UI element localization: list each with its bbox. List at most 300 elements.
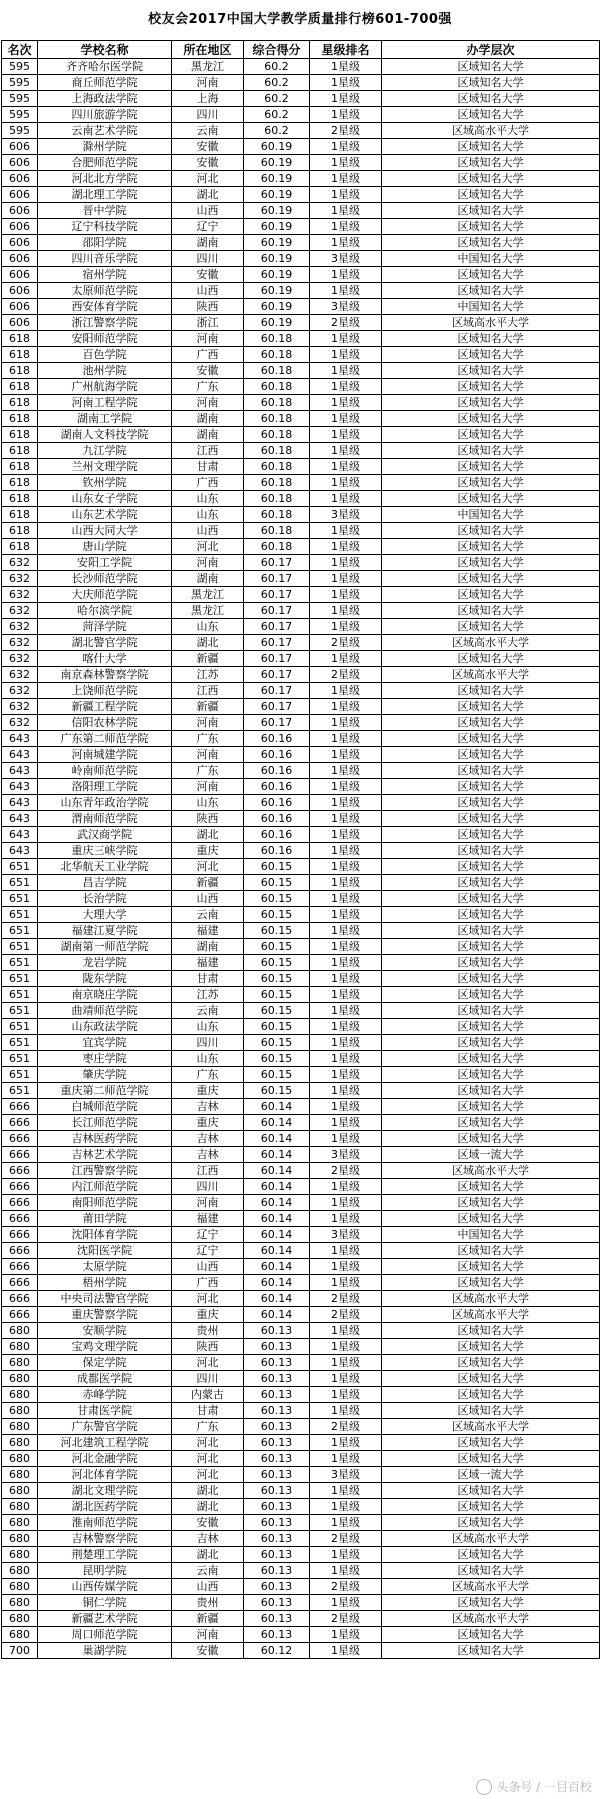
cell-rank: 651 <box>2 955 38 971</box>
table-row <box>2 459 600 475</box>
cell-star: 1星级 <box>310 267 382 283</box>
cell-score: 60.18 <box>244 491 310 507</box>
cell-star: 1星级 <box>310 1051 382 1067</box>
cell-level: 区域知名大学 <box>382 555 600 571</box>
cell-star: 1星级 <box>310 555 382 571</box>
cell-score: 60.18 <box>244 347 310 363</box>
cell-star: 1星级 <box>310 747 382 763</box>
cell-school: 河北建筑工程学院 <box>38 1435 172 1451</box>
cell-school: 长江师范学院 <box>38 1115 172 1131</box>
cell-level: 区域高水平大学 <box>382 1611 600 1627</box>
cell-region: 重庆 <box>172 1115 244 1131</box>
cell-rank: 680 <box>2 1499 38 1515</box>
cell-school: 沈阳体育学院 <box>38 1227 172 1243</box>
cell-region: 广西 <box>172 1275 244 1291</box>
cell-score: 60.13 <box>244 1323 310 1339</box>
cell-school: 淮南师范学院 <box>38 1515 172 1531</box>
cell-score: 60.16 <box>244 795 310 811</box>
cell-school: 莆田学院 <box>38 1211 172 1227</box>
cell-score: 60.2 <box>244 59 310 75</box>
cell-level: 区域知名大学 <box>382 171 600 187</box>
table-row <box>2 603 600 619</box>
cell-level: 区域知名大学 <box>382 267 600 283</box>
table-row <box>2 1387 600 1403</box>
header-rank: 名次 <box>2 41 38 59</box>
cell-region: 河北 <box>172 1451 244 1467</box>
cell-school: 河北金融学院 <box>38 1451 172 1467</box>
cell-level: 区域知名大学 <box>382 1099 600 1115</box>
cell-region: 云南 <box>172 123 244 139</box>
cell-rank: 595 <box>2 123 38 139</box>
table-row <box>2 1531 600 1547</box>
table-row <box>2 1051 600 1067</box>
cell-school: 池州学院 <box>38 363 172 379</box>
cell-level: 区域高水平大学 <box>382 1419 600 1435</box>
cell-school: 西安体育学院 <box>38 299 172 315</box>
cell-score: 60.15 <box>244 875 310 891</box>
cell-score: 60.13 <box>244 1627 310 1643</box>
table-row <box>2 475 600 491</box>
cell-rank: 632 <box>2 715 38 731</box>
cell-level: 区域知名大学 <box>382 891 600 907</box>
cell-score: 60.13 <box>244 1435 310 1451</box>
table-row <box>2 1163 600 1179</box>
table-row <box>2 491 600 507</box>
cell-rank: 618 <box>2 363 38 379</box>
cell-school: 合肥师范学院 <box>38 155 172 171</box>
cell-region: 新疆 <box>172 875 244 891</box>
cell-level: 区域知名大学 <box>382 1259 600 1275</box>
table-row <box>2 1611 600 1627</box>
cell-star: 1星级 <box>310 331 382 347</box>
cell-star: 1星级 <box>310 187 382 203</box>
header-level: 办学层次 <box>382 41 600 59</box>
cell-rank: 606 <box>2 283 38 299</box>
table-row <box>2 1035 600 1051</box>
cell-school: 广州航海学院 <box>38 379 172 395</box>
cell-level: 区域知名大学 <box>382 939 600 955</box>
cell-region: 重庆 <box>172 1083 244 1099</box>
cell-school: 吉林医药学院 <box>38 1131 172 1147</box>
cell-school: 宜宾学院 <box>38 1035 172 1051</box>
cell-level: 中国知名大学 <box>382 507 600 523</box>
cell-star: 1星级 <box>310 1563 382 1579</box>
cell-region: 湖南 <box>172 427 244 443</box>
cell-rank: 606 <box>2 219 38 235</box>
cell-level: 中国知名大学 <box>382 251 600 267</box>
cell-school: 安阳师范学院 <box>38 331 172 347</box>
cell-star: 2星级 <box>310 1163 382 1179</box>
cell-level: 区域知名大学 <box>382 1179 600 1195</box>
table-row <box>2 1355 600 1371</box>
cell-star: 1星级 <box>310 203 382 219</box>
cell-region: 广西 <box>172 475 244 491</box>
cell-rank: 651 <box>2 1035 38 1051</box>
cell-level: 区域知名大学 <box>382 619 600 635</box>
cell-star: 1星级 <box>310 523 382 539</box>
cell-school: 太原师范学院 <box>38 283 172 299</box>
cell-school: 巢湖学院 <box>38 1643 172 1659</box>
cell-level: 区域知名大学 <box>382 715 600 731</box>
table-row <box>2 427 600 443</box>
table-row <box>2 891 600 907</box>
cell-level: 区域知名大学 <box>382 203 600 219</box>
cell-level: 区域知名大学 <box>382 651 600 667</box>
cell-score: 60.14 <box>244 1115 310 1131</box>
cell-rank: 632 <box>2 619 38 635</box>
cell-star: 2星级 <box>310 1611 382 1627</box>
cell-level: 区域知名大学 <box>382 427 600 443</box>
cell-star: 1星级 <box>310 171 382 187</box>
cell-level: 区域知名大学 <box>382 923 600 939</box>
cell-school: 周口师范学院 <box>38 1627 172 1643</box>
table-row <box>2 1019 600 1035</box>
cell-rank: 651 <box>2 1019 38 1035</box>
cell-star: 1星级 <box>310 1595 382 1611</box>
table-row <box>2 955 600 971</box>
cell-region: 河北 <box>172 1467 244 1483</box>
cell-level: 区域知名大学 <box>382 1131 600 1147</box>
cell-star: 1星级 <box>310 1003 382 1019</box>
cell-school: 洛阳理工学院 <box>38 779 172 795</box>
cell-score: 60.19 <box>244 283 310 299</box>
cell-school: 四川音乐学院 <box>38 251 172 267</box>
cell-level: 区域高水平大学 <box>382 1291 600 1307</box>
cell-level: 区域知名大学 <box>382 539 600 555</box>
watermark-text: 头条号 / 一目百校 <box>496 1780 592 1794</box>
cell-region: 河南 <box>172 1627 244 1643</box>
cell-score: 60.15 <box>244 891 310 907</box>
cell-level: 区域知名大学 <box>382 683 600 699</box>
cell-region: 重庆 <box>172 843 244 859</box>
cell-star: 1星级 <box>310 1355 382 1371</box>
table-row <box>2 1323 600 1339</box>
cell-star: 1星级 <box>310 1195 382 1211</box>
cell-level: 区域知名大学 <box>382 1403 600 1419</box>
cell-star: 2星级 <box>310 667 382 683</box>
cell-school: 龙岩学院 <box>38 955 172 971</box>
cell-rank: 680 <box>2 1579 38 1595</box>
table-row <box>2 363 600 379</box>
cell-rank: 680 <box>2 1483 38 1499</box>
table-row <box>2 1451 600 1467</box>
cell-school: 山东女子学院 <box>38 491 172 507</box>
cell-score: 60.15 <box>244 1051 310 1067</box>
cell-region: 四川 <box>172 1179 244 1195</box>
cell-school: 信阳农林学院 <box>38 715 172 731</box>
cell-region: 云南 <box>172 1563 244 1579</box>
cell-region: 广东 <box>172 731 244 747</box>
cell-score: 60.15 <box>244 939 310 955</box>
cell-region: 广东 <box>172 1419 244 1435</box>
cell-level: 区域知名大学 <box>382 283 600 299</box>
cell-rank: 651 <box>2 1051 38 1067</box>
cell-star: 1星级 <box>310 795 382 811</box>
cell-region: 河南 <box>172 555 244 571</box>
cell-region: 甘肃 <box>172 1403 244 1419</box>
cell-level: 区域知名大学 <box>382 1627 600 1643</box>
cell-region: 四川 <box>172 1035 244 1051</box>
cell-rank: 606 <box>2 187 38 203</box>
cell-score: 60.17 <box>244 651 310 667</box>
table-row <box>2 667 600 683</box>
cell-star: 1星级 <box>310 779 382 795</box>
cell-score: 60.19 <box>244 171 310 187</box>
cell-score: 60.18 <box>244 443 310 459</box>
cell-region: 山西 <box>172 523 244 539</box>
cell-rank: 700 <box>2 1643 38 1659</box>
cell-region: 山东 <box>172 1051 244 1067</box>
cell-star: 1星级 <box>310 1243 382 1259</box>
cell-level: 区域知名大学 <box>382 235 600 251</box>
table-row <box>2 1275 600 1291</box>
cell-level: 区域知名大学 <box>382 987 600 1003</box>
cell-rank: 666 <box>2 1099 38 1115</box>
table-row <box>2 651 600 667</box>
cell-score: 60.16 <box>244 811 310 827</box>
cell-star: 1星级 <box>310 987 382 1003</box>
cell-star: 1星级 <box>310 75 382 91</box>
cell-school: 内江师范学院 <box>38 1179 172 1195</box>
cell-region: 河北 <box>172 1435 244 1451</box>
cell-star: 1星级 <box>310 443 382 459</box>
cell-score: 60.18 <box>244 363 310 379</box>
cell-score: 60.19 <box>244 267 310 283</box>
cell-level: 区域知名大学 <box>382 1339 600 1355</box>
cell-score: 60.19 <box>244 139 310 155</box>
cell-school: 齐齐哈尔医学院 <box>38 59 172 75</box>
cell-region: 重庆 <box>172 1307 244 1323</box>
cell-level: 区域知名大学 <box>382 475 600 491</box>
cell-region: 安徽 <box>172 139 244 155</box>
cell-level: 区域知名大学 <box>382 1243 600 1259</box>
cell-score: 60.17 <box>244 667 310 683</box>
cell-rank: 666 <box>2 1275 38 1291</box>
cell-level: 区域知名大学 <box>382 731 600 747</box>
cell-region: 云南 <box>172 1003 244 1019</box>
cell-star: 1星级 <box>310 1211 382 1227</box>
cell-star: 1星级 <box>310 603 382 619</box>
table-row <box>2 571 600 587</box>
cell-level: 区域知名大学 <box>382 491 600 507</box>
table-row <box>2 1131 600 1147</box>
table-row <box>2 827 600 843</box>
cell-star: 3星级 <box>310 507 382 523</box>
cell-score: 60.19 <box>244 315 310 331</box>
cell-star: 1星级 <box>310 731 382 747</box>
cell-score: 60.19 <box>244 299 310 315</box>
cell-region: 河南 <box>172 1195 244 1211</box>
cell-rank: 666 <box>2 1259 38 1275</box>
cell-star: 3星级 <box>310 251 382 267</box>
cell-school: 喀什大学 <box>38 651 172 667</box>
cell-school: 山西大同大学 <box>38 523 172 539</box>
table-row <box>2 267 600 283</box>
cell-region: 河南 <box>172 75 244 91</box>
cell-region: 广东 <box>172 763 244 779</box>
cell-star: 1星级 <box>310 1275 382 1291</box>
cell-rank: 643 <box>2 731 38 747</box>
cell-school: 武汉商学院 <box>38 827 172 843</box>
cell-score: 60.17 <box>244 587 310 603</box>
table-row <box>2 107 600 123</box>
cell-rank: 680 <box>2 1435 38 1451</box>
cell-star: 1星级 <box>310 875 382 891</box>
cell-level: 区域知名大学 <box>382 443 600 459</box>
cell-score: 60.17 <box>244 635 310 651</box>
cell-school: 白城师范学院 <box>38 1099 172 1115</box>
cell-star: 1星级 <box>310 379 382 395</box>
cell-rank: 618 <box>2 347 38 363</box>
cell-score: 60.2 <box>244 91 310 107</box>
cell-school: 南京晓庄学院 <box>38 987 172 1003</box>
cell-star: 1星级 <box>310 155 382 171</box>
table-row <box>2 587 600 603</box>
cell-star: 1星级 <box>310 1323 382 1339</box>
table-row <box>2 331 600 347</box>
cell-level: 区域高水平大学 <box>382 315 600 331</box>
cell-score: 60.13 <box>244 1515 310 1531</box>
cell-level: 区域知名大学 <box>382 363 600 379</box>
cell-rank: 618 <box>2 331 38 347</box>
cell-score: 60.15 <box>244 1067 310 1083</box>
cell-school: 宝鸡文理学院 <box>38 1339 172 1355</box>
cell-school: 湖南人文科技学院 <box>38 427 172 443</box>
cell-school: 钦州学院 <box>38 475 172 491</box>
cell-level: 区域知名大学 <box>382 1547 600 1563</box>
table-row <box>2 219 600 235</box>
cell-score: 60.19 <box>244 155 310 171</box>
cell-region: 广西 <box>172 347 244 363</box>
table-row <box>2 1227 600 1243</box>
cell-school: 湖北理工学院 <box>38 187 172 203</box>
cell-school: 荆楚理工学院 <box>38 1547 172 1563</box>
table-row <box>2 1563 600 1579</box>
cell-score: 60.13 <box>244 1467 310 1483</box>
table-row <box>2 1003 600 1019</box>
cell-score: 60.15 <box>244 1035 310 1051</box>
cell-region: 河南 <box>172 715 244 731</box>
cell-level: 区域知名大学 <box>382 155 600 171</box>
cell-score: 60.17 <box>244 571 310 587</box>
cell-region: 江西 <box>172 1163 244 1179</box>
cell-region: 河北 <box>172 539 244 555</box>
cell-star: 1星级 <box>310 475 382 491</box>
cell-rank: 606 <box>2 203 38 219</box>
cell-level: 区域知名大学 <box>382 1083 600 1099</box>
cell-rank: 680 <box>2 1467 38 1483</box>
cell-region: 山东 <box>172 619 244 635</box>
cell-school: 成都医学院 <box>38 1371 172 1387</box>
cell-school: 山东青年政治学院 <box>38 795 172 811</box>
cell-level: 区域知名大学 <box>382 1323 600 1339</box>
cell-school: 长沙师范学院 <box>38 571 172 587</box>
cell-level: 中国知名大学 <box>382 1227 600 1243</box>
cell-rank: 618 <box>2 523 38 539</box>
cell-star: 2星级 <box>310 1291 382 1307</box>
cell-star: 1星级 <box>310 491 382 507</box>
cell-school: 河北北方学院 <box>38 171 172 187</box>
table-body <box>2 59 600 1659</box>
table-row <box>2 187 600 203</box>
cell-score: 60.18 <box>244 475 310 491</box>
cell-rank: 632 <box>2 651 38 667</box>
watermark <box>476 1778 592 1795</box>
table-row <box>2 1595 600 1611</box>
cell-region: 湖南 <box>172 235 244 251</box>
cell-star: 1星级 <box>310 1515 382 1531</box>
cell-level: 区域知名大学 <box>382 395 600 411</box>
cell-star: 1星级 <box>310 1643 382 1659</box>
table-row <box>2 251 600 267</box>
cell-school: 甘肃医学院 <box>38 1403 172 1419</box>
cell-rank: 632 <box>2 603 38 619</box>
cell-school: 曲靖师范学院 <box>38 1003 172 1019</box>
cell-level: 区域知名大学 <box>382 187 600 203</box>
cell-region: 湖北 <box>172 1547 244 1563</box>
cell-school: 长治学院 <box>38 891 172 907</box>
cell-level: 区域知名大学 <box>382 907 600 923</box>
cell-star: 1星级 <box>310 219 382 235</box>
cell-star: 1星级 <box>310 1083 382 1099</box>
cell-star: 1星级 <box>310 955 382 971</box>
cell-rank: 606 <box>2 171 38 187</box>
cell-region: 河北 <box>172 171 244 187</box>
cell-score: 60.15 <box>244 955 310 971</box>
cell-score: 60.17 <box>244 715 310 731</box>
cell-rank: 680 <box>2 1563 38 1579</box>
cell-rank: 632 <box>2 587 38 603</box>
table-row <box>2 139 600 155</box>
table-row <box>2 1435 600 1451</box>
table-row <box>2 1403 600 1419</box>
table-header-row <box>2 41 600 59</box>
header-region: 所在地区 <box>172 41 244 59</box>
cell-level: 区域高水平大学 <box>382 1579 600 1595</box>
cell-region: 河南 <box>172 331 244 347</box>
cell-school: 广东警官学院 <box>38 1419 172 1435</box>
cell-score: 60.15 <box>244 1019 310 1035</box>
cell-level: 区域知名大学 <box>382 1115 600 1131</box>
cell-level: 区域知名大学 <box>382 779 600 795</box>
cell-score: 60.13 <box>244 1339 310 1355</box>
cell-score: 60.15 <box>244 923 310 939</box>
cell-score: 60.14 <box>244 1227 310 1243</box>
cell-rank: 680 <box>2 1355 38 1371</box>
cell-rank: 680 <box>2 1595 38 1611</box>
cell-region: 湖北 <box>172 827 244 843</box>
cell-star: 1星级 <box>310 59 382 75</box>
cell-school: 菏泽学院 <box>38 619 172 635</box>
table-row <box>2 59 600 75</box>
cell-rank: 632 <box>2 667 38 683</box>
cell-school: 商丘师范学院 <box>38 75 172 91</box>
cell-star: 1星级 <box>310 763 382 779</box>
cell-school: 浙江警察学院 <box>38 315 172 331</box>
cell-level: 区域高水平大学 <box>382 123 600 139</box>
cell-region: 新疆 <box>172 1611 244 1627</box>
cell-score: 60.13 <box>244 1451 310 1467</box>
table-row <box>2 123 600 139</box>
cell-school: 河南城建学院 <box>38 747 172 763</box>
cell-school: 河南工程学院 <box>38 395 172 411</box>
cell-score: 60.14 <box>244 1211 310 1227</box>
cell-school: 百色学院 <box>38 347 172 363</box>
cell-school: 福建江夏学院 <box>38 923 172 939</box>
cell-star: 1星级 <box>310 1627 382 1643</box>
cell-score: 60.19 <box>244 203 310 219</box>
cell-school: 重庆第二师范学院 <box>38 1083 172 1099</box>
